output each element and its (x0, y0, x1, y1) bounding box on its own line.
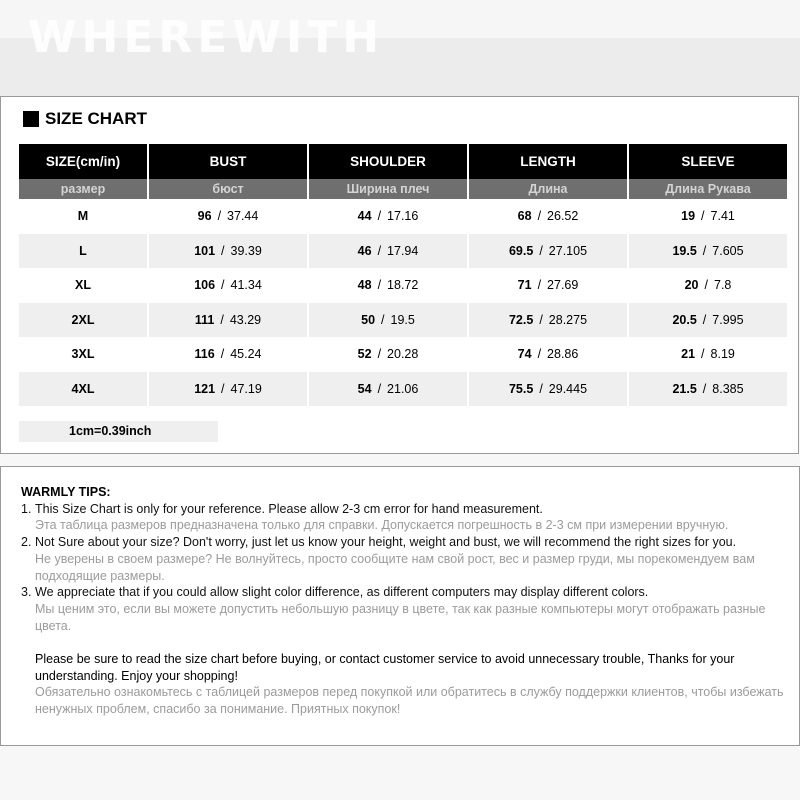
shoulder-cell (309, 303, 469, 338)
bust-cell (149, 268, 309, 303)
length-cm-value: 68 (517, 209, 532, 224)
sleeve-inch-value: 8.385 (712, 381, 744, 396)
length-cell (469, 303, 629, 338)
size-row (19, 303, 787, 338)
tip-text-russian: Мы ценим это, если вы можете допустить небольшую разницу в цвете, так как разные компьютеры могут отображать разные цвета. (35, 602, 766, 634)
closing-note-russian: Обязательно ознакомьтесь с таблицей размеров перед покупкой или обратитесь в службу поддержки клиентов, чтобы избежать ненужных проблем, спасибо за понимание. Приятных покупок! (35, 685, 784, 717)
column-subheader-length: Длина (469, 179, 629, 199)
size-label: 3XL (19, 337, 149, 372)
shoulder-cm-value: 52 (357, 347, 372, 362)
header-row-russian (19, 179, 787, 199)
bust-inch-value: 45.24 (230, 347, 262, 362)
bust-cell (149, 303, 309, 338)
length-cell (469, 372, 629, 407)
sleeve-cm-value: 19 (681, 209, 696, 224)
size-label: L (19, 234, 149, 269)
bust-cm-value: 106 (194, 278, 216, 293)
column-header-length: LENGTH (469, 144, 629, 179)
bust-inch-value: 47.19 (230, 381, 262, 396)
sleeve-inch-value: 7.605 (712, 243, 744, 258)
tip-text: We appreciate that if you could allow slight color difference, as different computers may display different colors. (35, 585, 649, 600)
size-chart-panel (0, 96, 799, 454)
unit-separator: / (702, 381, 707, 396)
column-header-bust: BUST (149, 144, 309, 179)
sleeve-inch-value: 7.8 (714, 278, 732, 293)
unit-separator: / (701, 209, 705, 224)
unit-separator: / (539, 243, 543, 258)
bust-cm-value: 116 (194, 347, 215, 362)
shoulder-cm-value: 48 (357, 278, 372, 293)
unit-separator: / (221, 381, 225, 396)
length-inch-value: 29.445 (548, 381, 588, 396)
tip-item (21, 501, 785, 535)
shoulder-cm-value: 50 (361, 312, 376, 327)
length-inch-value: 28.86 (547, 347, 579, 362)
square-bullet-icon (23, 111, 39, 127)
sleeve-cell (629, 303, 787, 338)
tip-number: 3. (21, 585, 32, 600)
tips-title: WARMLY TIPS: (21, 485, 111, 499)
unit-separator: / (377, 209, 382, 224)
tip-item (21, 534, 785, 584)
column-subheader-bust: бюст (149, 179, 309, 199)
bust-cm-value: 101 (194, 243, 216, 258)
shoulder-cm-value: 46 (357, 243, 372, 258)
sleeve-cell (629, 337, 787, 372)
unit-separator: / (537, 209, 542, 224)
unit-separator: / (377, 381, 382, 396)
closing-note-english: Please be sure to read the size chart before buying, or contact customer service to avoid unnecessary trouble, Thanks for your understanding. Enjoy your shopping! (35, 651, 735, 683)
unit-separator: / (221, 278, 225, 293)
unit-separator: / (702, 243, 707, 258)
sleeve-inch-value: 8.19 (710, 347, 735, 362)
size-label: 4XL (19, 372, 149, 407)
shoulder-cm-value: 54 (357, 381, 372, 396)
column-subheader-size: размер (19, 179, 149, 199)
bust-cm-value: 111 (194, 312, 215, 327)
length-cell (469, 234, 629, 269)
size-label: XL (19, 268, 149, 303)
shoulder-cell (309, 372, 469, 407)
column-header-shoulder: SHOULDER (309, 144, 469, 179)
shoulder-inch-value: 18.72 (387, 278, 419, 293)
length-cm-value: 74 (517, 347, 532, 362)
size-chart-heading (23, 109, 147, 129)
length-inch-value: 27.105 (548, 243, 588, 258)
sleeve-cell (629, 234, 787, 269)
length-inch-value: 26.52 (547, 209, 579, 224)
length-cell (469, 199, 629, 234)
unit-separator: / (702, 312, 707, 327)
sleeve-cm-value: 21.5 (672, 381, 697, 396)
unit-separator: / (537, 347, 542, 362)
shoulder-cell (309, 234, 469, 269)
sleeve-inch-value: 7.995 (712, 312, 744, 327)
tip-text-english (21, 584, 785, 601)
shoulder-inch-value: 17.94 (387, 243, 419, 258)
bust-cell (149, 199, 309, 234)
tip-text: Not Sure about your size? Don't worry, just let us know your height, weight and bust, we will recommend the right sizes for you. (35, 535, 737, 550)
size-row (19, 372, 787, 407)
shoulder-inch-value: 21.06 (387, 381, 419, 396)
size-chart-title: SIZE CHART (45, 109, 147, 128)
unit-separator: / (221, 243, 225, 258)
unit-separator: / (377, 243, 382, 258)
length-cm-value: 75.5 (508, 381, 534, 396)
shoulder-cm-value: 44 (357, 209, 372, 224)
size-table (19, 144, 787, 406)
column-header-sleeve: SLEEVE (629, 144, 787, 179)
sleeve-cell (629, 199, 787, 234)
tip-number: 2. (21, 535, 32, 550)
unit-separator: / (377, 278, 382, 293)
sleeve-cm-value: 20.5 (672, 312, 697, 327)
bust-inch-value: 39.39 (230, 243, 262, 258)
unit-separator: / (704, 278, 708, 293)
length-cm-value: 71 (517, 278, 532, 293)
bust-cell (149, 372, 309, 407)
bottom-band (0, 746, 800, 800)
column-subheader-sleeve: Длина Рукава (629, 179, 787, 199)
size-row (19, 234, 787, 269)
tip-text-russian: Не уверены в своем размере? Не волнуйтесь, просто сообщите нам свой рост, вес и размер груди, мы порекомендуем вам подходящие размеры. (35, 551, 755, 583)
bust-cm-value: 96 (197, 209, 212, 224)
sleeve-cm-value: 21 (681, 347, 696, 362)
tip-text-english (21, 534, 785, 551)
tip-number: 1. (21, 501, 32, 516)
unit-separator: / (381, 312, 385, 327)
header-row-english (19, 144, 787, 179)
length-cm-value: 69.5 (508, 243, 534, 258)
unit-separator: / (539, 381, 543, 396)
conversion-note: 1cm=0.39inch (19, 421, 218, 442)
closing-note (21, 651, 785, 718)
size-table-body (19, 199, 787, 406)
sleeve-inch-value: 7.41 (710, 209, 735, 224)
sleeve-cell (629, 372, 787, 407)
unit-separator: / (377, 347, 382, 362)
shoulder-cell (309, 268, 469, 303)
size-label: M (19, 199, 149, 234)
bust-cm-value: 121 (194, 381, 216, 396)
tip-text-russian: Эта таблица размеров предназначена только для справки. Допускается погрешность в 2-3 см при измерении вручную. (35, 518, 729, 533)
unit-separator: / (220, 312, 224, 327)
shoulder-inch-value: 20.28 (387, 347, 419, 362)
unit-separator: / (537, 278, 542, 293)
length-inch-value: 27.69 (547, 278, 579, 293)
sleeve-cm-value: 20 (684, 278, 699, 293)
column-subheader-shoulder: Ширина плеч (309, 179, 469, 199)
length-inch-value: 28.275 (548, 312, 588, 327)
shoulder-cell (309, 337, 469, 372)
bust-inch-value: 43.29 (229, 312, 262, 327)
column-header-size: SIZE(cm/in) (19, 144, 149, 179)
size-row (19, 337, 787, 372)
size-row (19, 199, 787, 234)
shoulder-inch-value: 19.5 (390, 312, 415, 327)
bust-inch-value: 37.44 (227, 209, 259, 224)
unit-separator: / (701, 347, 705, 362)
tip-text-english (21, 501, 785, 518)
shoulder-cell (309, 199, 469, 234)
size-label: 2XL (19, 303, 149, 338)
bust-cell (149, 234, 309, 269)
bust-inch-value: 41.34 (230, 278, 262, 293)
unit-separator: / (220, 347, 225, 362)
sleeve-cell (629, 268, 787, 303)
bust-cell (149, 337, 309, 372)
tip-item (21, 584, 785, 634)
sleeve-cm-value: 19.5 (672, 243, 697, 258)
tip-text: This Size Chart is only for your reference. Please allow 2-3 cm error for hand measurement. (35, 501, 543, 516)
length-cell (469, 337, 629, 372)
shoulder-inch-value: 17.16 (387, 209, 419, 224)
brand-watermark: WHEREWITH (28, 12, 385, 63)
unit-separator: / (217, 209, 222, 224)
length-cell (469, 268, 629, 303)
tips-panel (0, 466, 800, 746)
length-cm-value: 72.5 (508, 312, 534, 327)
size-row (19, 268, 787, 303)
unit-separator: / (539, 312, 543, 327)
